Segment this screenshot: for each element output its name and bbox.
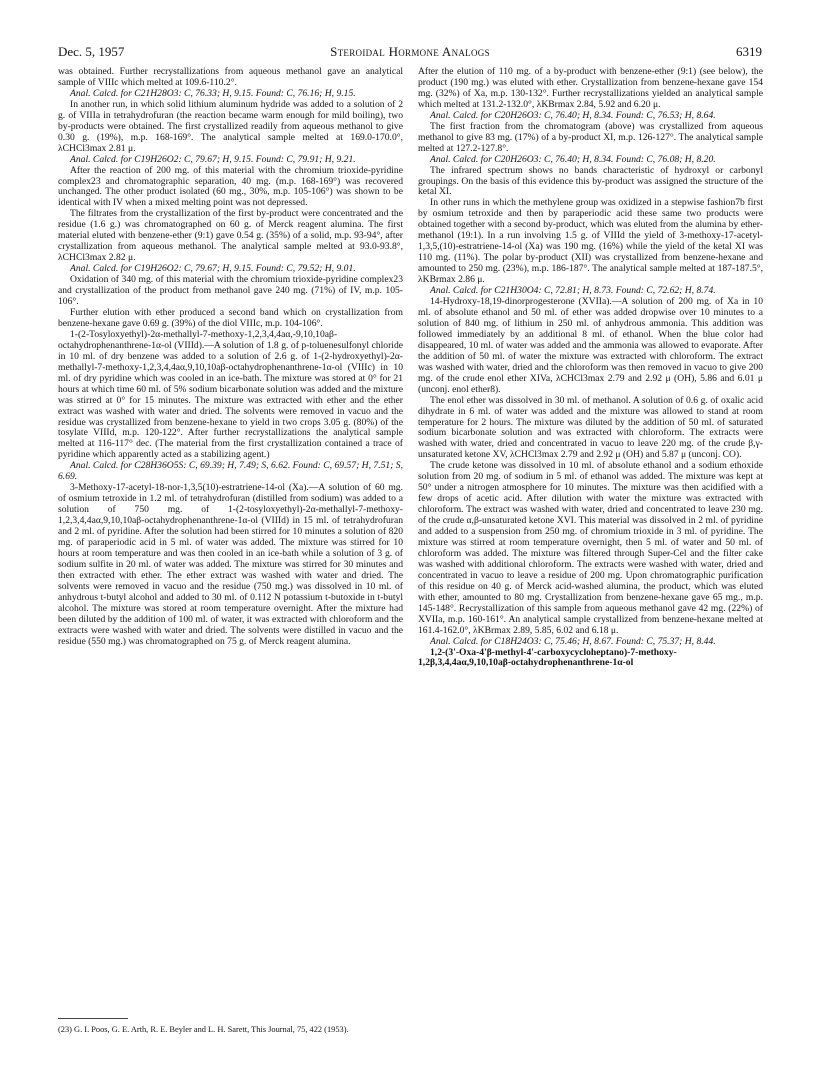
section-paragraph: 1-(2-Tosyloxyethyl)-2α-methallyl-7-methoxy-1,2,3,4,4aα,-9,10,10aβ-octahydrophenanthrene-1α-ol (VIIId).—A solution of 1.8 g. of p-toluenesulfonyl chloride in 10 ml. of dry benzene was added to a solution of 2.6 g. of 1-(2-hydroxyethyl)-2α-methallyl-7-methoxy-1,2,3,4,4aα,9,10,10aβ-octahydrophenanthrene-1α-ol (VIIIc) in 10 ml. of dry pyridine which was cooled in an ice-bath. The mixture was stored at 0° for 21 hours at which time 60 ml. of 5% sodium bicarbonate solution was added and the mixture was stirred at 0° for 15 minutes. The mixture was extracted with ether and the ether extract was washed with water and dried. The solvents were removed in vacuo and the residue was crystallized from benzene-hexane to yield in two crops 3.05 g. (80%) of the tosylate VIIId, m.p. 120-122°. After further recrystallizations the analytical sample melted at 116-117° dec. (The material from the first crystallization contained a trace of pyridine which apparently acted as a stabilizing agent.) bbox=[58, 328, 403, 461]
analysis-line: Anal. Calcd. for C21H30O4: C, 72.81; H, 8.73. Found: C, 72.62; H, 8.74. bbox=[430, 285, 716, 297]
paragraph: The filtrates from the crystallization of the first by-product were concentrated and the residue (1.6 g.) was chromatographed on 60 g. of Merck reagent alumina. The first material eluted with benzene-ether (9:1) gave 0.54 g. (35%) of a solid, m.p. 93-94°, after crystallization from aqueous methanol. The analytical sample melted at 93.0-93.8°, λCHCl3max 2.82 μ. bbox=[58, 208, 403, 264]
section-paragraph: 14-Hydroxy-18,19-dinorprogesterone (XVIIa).—A solution of 200 mg. of Xa in 10 ml. of absolute ethanol and 50 ml. of ether was added dropwise over 10 minutes to a solution of 840 mg. of lithium in 250 ml. of anhydrous ammonia. This addition was followed immediately by an additional 8 ml. of ethanol. When the blue color had disappeared, 10 ml. of water was added and the ammonia was allowed to evaporate. After the addition of 50 ml. of water the mixture was extracted with chloroform. The extract was washed with water, dried and the chloroform was then removed in vacuo to give 200 mg. of the crude enol ether XIVa, λCHCl3max 2.79 and 2.92 μ (OH), 5.86 and 6.01 μ (unconj. enol ether8). bbox=[418, 296, 763, 395]
paragraph: The enol ether was dissolved in 30 ml. of methanol. A solution of 0.6 g. of oxalic acid dihydrate in 6 ml. of water was added and the mixture was allowed to stand at room temperature for 2 hours. The mixture was diluted by the addition of 50 ml. of saturated sodium bicarbonate solution and was extracted with chloroform. The extracts were washed with water, dried and concentrated in vacuo to leave 220 mg. of the crude β,γ-unsaturated ketone XV, λCHCl3max 2.79 and 2.92 μ (OH) and 5.87 μ (unconj. CO). bbox=[418, 394, 763, 461]
paragraph: The crude ketone was dissolved in 10 ml. of absolute ethanol and a sodium ethoxide solution from 20 mg. of sodium in 5 ml. of ethanol was added. The mixture was kept at 50° under a nitrogen atmosphere for 10 minutes. The mixture was then acidified with a few drops of acetic acid. After dilution with water the mixture was extracted with chloroform. The extract was washed with water, dried and concentrated to leave 230 mg. of the crude α,β-unsaturated ketone XVI. This material was dissolved in 2 ml. of pyridine and added to a suspension from 250 mg. of chromium trioxide in 3 ml. of pyridine. The mixture was stirred at room temperature overnight, then 5 ml. of water and 50 ml. of chloroform was added. The mixture was filtered through Super-Cel and the filter cake was washed with additional chloroform. The extracts were washed with water, dried and concentrated in vacuo to leave a residue of 200 mg. Upon chromatographic purification of this residue on 40 g. of Merck acid-washed alumina, the product, which was eluted with ether, amounted to 80 mg. Crystallization from benzene-hexane gave 65 mg., m.p. 145-148°. Recrystallization of this sample from aqueous methanol gave 42 mg. (22%) of XVIIa, m.p. 160-161°. An analytical sample crystallized from benzene-hexane melted at 161.4-162.0°, λKBrmax 2.89, 5.85, 6.02 and 6.18 μ. bbox=[418, 460, 763, 636]
paragraph: In another run, in which solid lithium aluminum hydride was added to a solution of 2 g. of VIIIa in tetrahydrofuran (the reaction became warm enough for mild boiling), two by-products were obtained. The first crystallized readily from aqueous methanol to give 0.30 g. (19%), m.p. 168-169°. The analytical sample melted at 169.0-170.0°, λCHCl3max 2.81 μ. bbox=[58, 98, 403, 154]
analysis-line: Anal. Calcd. for C18H24O3: C, 75.46; H, 8.67. Found: C, 75.37; H, 8.44. bbox=[430, 635, 716, 647]
paragraph: The first fraction from the chromatogram (above) was crystallized from aqueous methanol to give 83 mg. (17%) of a by-product XI, m.p. 126-127°. The analytical sample melted at 127.2-127.8°. bbox=[418, 120, 763, 154]
paragraph: In other runs in which the methylene group was oxidized in a stepwise fashion7b first by osmium tetroxide and then by paraperiodic acid these same two products were obtained together with a second by-product, which was eluted from the alumina by ether-methanol (19:1). In a run involving 1.5 g. of VIIId the yield of 3-methoxy-17-acetyl-1,3,5,(10)-estratriene-14-ol (Xa) was 190 mg. (16%) while the yield of the ketal XI was 110 mg. (11%). The polar by-product (XII) was crystallized from benzene-hexane and amounted to 250 mg. (23%), m.p. 186-187°. The analytical sample melted at 187-187.5°, λKBrmax 2.86 μ. bbox=[418, 197, 763, 286]
header-page-number: 6319 bbox=[736, 44, 762, 59]
analysis-line: Anal. Calcd. for C21H28O3: C, 76.33; H, 9.15. Found: C, 76.16; H, 9.15. bbox=[70, 87, 356, 99]
analysis-line: Anal. Calcd. for C19H26O2: C, 79.67; H, 9.15. Found: C, 79.91; H, 9.21. bbox=[70, 153, 356, 165]
analysis-line: Anal. Calcd. for C28H36O5S: C, 69.39; H, 7.49; S, 6.62. Found: C, 69.57; H, 7.51; S, 6.69. bbox=[58, 460, 403, 483]
paragraph: The infrared spectrum shows no bands characteristic of hydroxyl or carbonyl groupings. On the basis of this evidence this by-product was assigned the structure of the ketal XI. bbox=[418, 164, 763, 198]
header-journal-title: Steroidal Hormone Analogs bbox=[330, 44, 490, 59]
analysis-line: Anal. Calcd. for C20H26O3: C, 76.40; H, 8.34. Found: C, 76.08; H, 8.20. bbox=[430, 153, 716, 165]
right-column bbox=[418, 67, 763, 669]
section-paragraph: 3-Methoxy-17-acetyl-18-nor-1,3,5(10)-estratriene-14-ol (Xa).—A solution of 60 mg. of osmium tetroxide in 1.2 ml. of tetrahydrofuran (distilled from sodium) was added to a solution of 750 mg. of 1-(2-tosyloxyethyl)-2α-methallyl-7-methoxy-1,2,3,4,4aα,9,10,10aβ-octahydrophenanthrene-1α-ol (VIIId) in 15 ml. of tetrahydrofuran and 2 ml. of pyridine. After the solution had been stirred for 10 minutes a solution of 820 mg. of paraperiodic acid in 5 ml. of water was added. The mixture was stirred for 10 hours at room temperature and was then cooled in an ice-bath while a solution of 3 g. of sodium sulfite in 20 ml. of water was added. The mixture was stirred for 30 minutes and then extracted with ether. The ether extract was washed with water and dried. The solvents were removed in vacuo and the residue (750 mg.) was dissolved in 10 ml. of anhydrous t-butyl alcohol and added to 30 ml. of 0.112 N potassium t-butoxide in t-butyl alcohol. The mixture was stored at room temperature overnight. After the mixture had been diluted by the addition of 100 ml. of water, it was extracted with chloroform and the extracts were washed with water and dried. The solvents were distilled in vacuo and the residue (550 mg.) was chromatographed on 75 g. of Merck reagent alumina. bbox=[58, 482, 403, 647]
paragraph: After the elution of 110 mg. of a by-product with benzene-ether (9:1) (see below), the product (190 mg.) was eluted with ether. Crystallization from benzene-hexane gave 154 mg. (32%) of Xa, m.p. 130-132°. Further recrystallizations yielded an analytical sample which melted at 131.2-132.0°, λKBrmax 2.84, 5.92 and 6.20 μ. bbox=[418, 66, 763, 110]
analysis-line: Anal. Calcd. for C20H26O3: C, 76.40; H, 8.34. Found: C, 76.53; H, 8.64. bbox=[430, 109, 716, 121]
section-heading: 1,2-(3'-Oxa-4'β-methyl-4'-carboxycycloheptano)-7-methoxy-1,2β,3,4,4aα,9,10,10aβ-octahydrophenanthrene-1α-ol bbox=[418, 646, 677, 669]
paragraph: was obtained. Further recrystallizations from aqueous methanol gave an analytical sample of VIIIc which melted at 109.6-110.2°. bbox=[58, 66, 403, 88]
left-column bbox=[58, 67, 403, 648]
footnote-rule bbox=[58, 1018, 128, 1019]
analysis-line: Anal. Calcd. for C19H26O2: C, 79.67; H, 9.15. Found: C, 79.52; H, 9.01. bbox=[70, 263, 356, 275]
paragraph: Oxidation of 340 mg. of this material with the chromium trioxide-pyridine complex23 and crystallization of the product from methanol gave 240 mg. (71%) of IV, m.p. 105-106°. bbox=[58, 274, 403, 308]
footnote: (23) G. I. Poos, G. E. Arth, R. E. Beyler and L. H. Sarett, This Journal, 75, 422 (1953). bbox=[58, 1025, 349, 1034]
paragraph: Further elution with ether produced a second band which on crystallization from benzene-hexane gave 0.69 g. (39%) of the diol VIIIc, m.p. 104-106°. bbox=[58, 306, 403, 329]
paragraph: After the reaction of 200 mg. of this material with the chromium trioxide-pyridine complex23 and chromatographic separation, 40 mg. (m.p. 168-169°) was recovered unchanged. The other product isolated (60 mg., 30%, m.p. 105-106°) was shown to be identical with IV when a mixed melting point was not depressed. bbox=[58, 164, 403, 209]
page-header bbox=[58, 44, 762, 60]
header-date: Dec. 5, 1957 bbox=[58, 44, 125, 59]
